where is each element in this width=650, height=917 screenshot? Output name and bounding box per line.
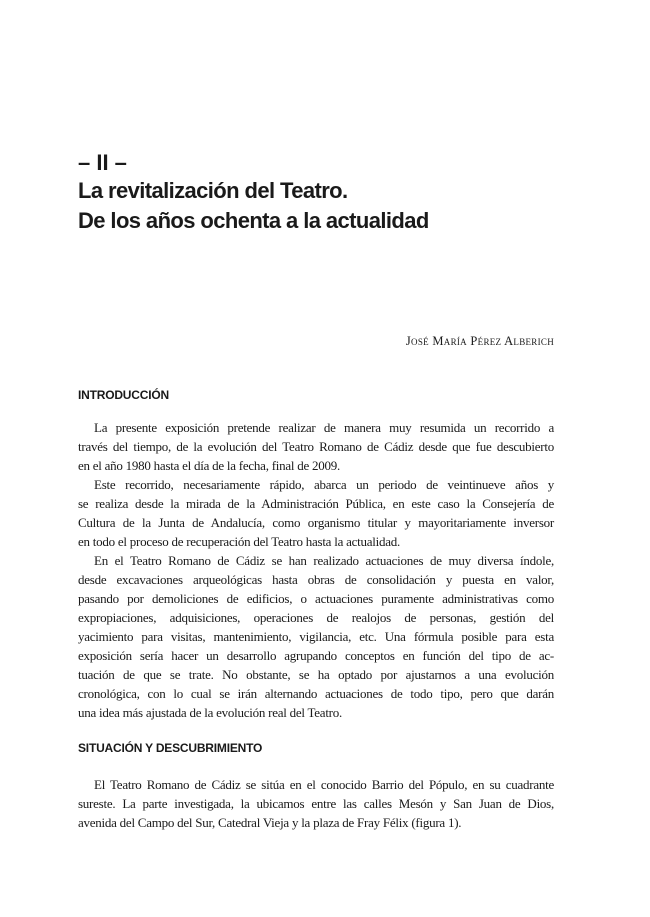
text-line: Cultura de la Junta de Andalucía, como organismo titular y mayoritariamente inversor xyxy=(78,515,554,530)
text-line: tuación de que se trate. No obstante, se ha optado por ajustarnos a una evolución xyxy=(78,667,554,682)
text-line: exposición sería hacer un desarrollo agrupando conceptos en función del tipo de ac- xyxy=(78,648,554,663)
section-heading-situacion: SITUACIÓN Y DESCUBRIMIENTO xyxy=(78,741,263,755)
text-line: desde excavaciones arqueológicas hasta obras de consolidación y puesta en valor, xyxy=(78,572,554,587)
text-line: avenida del Campo del Sur, Catedral Vieja y la plaza de Fray Félix (figura 1). xyxy=(78,815,462,830)
text-line: En el Teatro Romano de Cádiz se han realizado actuaciones de muy diversa índole, xyxy=(94,553,554,568)
paragraph xyxy=(78,551,554,722)
paragraph xyxy=(78,418,554,475)
paragraph xyxy=(78,475,554,551)
text-line: yacimiento para visitas, mantenimiento, vigilancia, etc. Una fórmula posible para esta xyxy=(78,629,554,644)
paragraph xyxy=(78,775,554,832)
text-line: una idea más ajustada de la evolución real del Teatro. xyxy=(78,705,343,720)
chapter-title-line: De los años ochenta a la actualidad xyxy=(78,208,429,233)
text-line: La presente exposición pretende realizar de manera muy resumida un recorrido a xyxy=(94,420,554,435)
text-line: cronológica, con lo cual se irán alternando actuaciones de todo tipo, pero que darán xyxy=(78,686,554,701)
author-name: José María Pérez Alberich xyxy=(405,334,554,348)
text-line: pasando por demoliciones de edificios, o actuaciones puramente administrativas como xyxy=(78,591,554,606)
section-body-introduccion xyxy=(78,418,554,722)
section-heading-introduccion: INTRODUCCIÓN xyxy=(78,388,169,402)
chapter-number: – II – xyxy=(78,150,127,175)
chapter-title-line: La revitalización del Teatro. xyxy=(78,178,348,203)
section-body-situacion xyxy=(78,775,554,832)
text-line: El Teatro Romano de Cádiz se sitúa en el conocido Barrio del Pópulo, en su cuadrante xyxy=(94,777,554,792)
text-line: sureste. La parte investigada, la ubicamos entre las calles Mesón y San Juan de Dios, xyxy=(78,796,554,811)
text-line: través del tiempo, de la evolución del Teatro Romano de Cádiz desde que fue descubierto xyxy=(78,439,554,454)
text-line: se realiza desde la mirada de la Administración Pública, en este caso la Consejería de xyxy=(78,496,554,511)
text-line: Este recorrido, necesariamente rápido, abarca un periodo de veintinueve años y xyxy=(94,477,554,492)
chapter-title xyxy=(78,176,598,236)
text-line: en el año 1980 hasta el día de la fecha, final de 2009. xyxy=(78,458,341,473)
text-line: en todo el proceso de recuperación del Teatro hasta la actualidad. xyxy=(78,534,401,549)
text-line: expropiaciones, adquisiciones, operaciones de realojos de personas, gestión del xyxy=(78,610,554,625)
